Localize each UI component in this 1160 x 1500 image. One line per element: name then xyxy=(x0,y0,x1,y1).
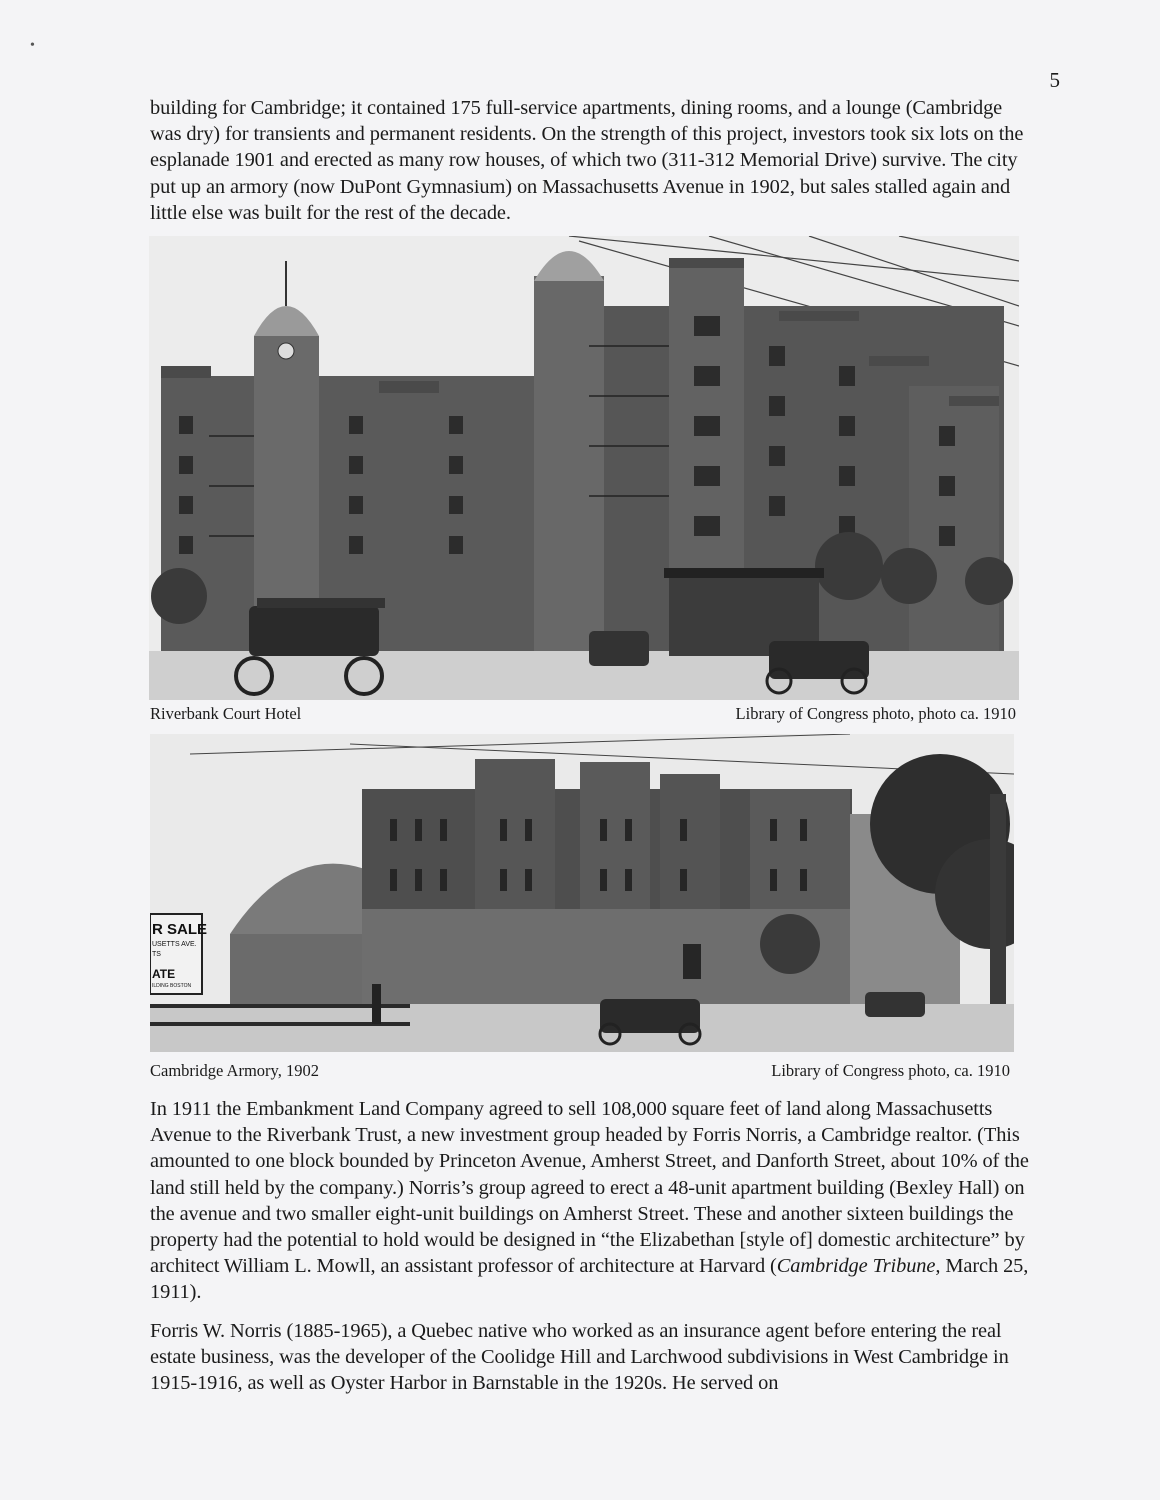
figure2-caption-title: Cambridge Armory, 1902 xyxy=(150,1061,319,1080)
sign-line-5: ILDING BOSTON xyxy=(152,983,192,989)
riverbank-court-hotel-photo xyxy=(149,236,1019,700)
cambridge-armory-photo xyxy=(150,734,1014,1052)
figure1-caption-credit: Library of Congress photo, photo ca. 1910 xyxy=(735,704,1016,723)
sign-line-3: TS xyxy=(152,951,161,958)
scan-speck: • xyxy=(30,38,35,53)
page-number: 5 xyxy=(1049,68,1060,92)
sign-line-4: ATE xyxy=(152,967,176,981)
sign-line-2: USETTS AVE. xyxy=(152,941,197,948)
sign-line-1: R SALE xyxy=(152,921,208,938)
figure1-caption-title: Riverbank Court Hotel xyxy=(150,704,302,723)
paragraph-forris-norris: Forris W. Norris (1885-1965), a Quebec native who worked as an insurance agent before entering the real estate business, was the developer of the Coolidge Hill and Larchwood subdivisions in West Cambridge in 1915-1916, as well as Oyster Harbor in Barnstable in the 1920s. He served on xyxy=(150,1320,1009,1395)
paragraph-embankment-land-company xyxy=(150,1096,1030,1306)
figure2-caption-credit: Library of Congress photo, ca. 1910 xyxy=(771,1061,1010,1080)
paragraph2-citation-end: March 25, 1911). xyxy=(150,1255,1029,1304)
paragraph-continued: building for Cambridge; it contained 175 full-service apartments, dining rooms, and a lounge (Cambridge was dry) for transients and permanent residents. On the strength of this project, investors took six lots on the esplanade 1901 and erected as many row houses, of which two (311-312 Memorial Drive) survive. The city put up an armory (now DuPont Gymnasium) on Massachusetts Avenue in 1902, but sales stalled again and little else was built for the rest of the decade. xyxy=(150,97,1024,224)
newspaper-title: Cambridge Tribune, xyxy=(776,1255,941,1278)
paragraph2-text: In 1911 the Embankment Land Company agreed to sell 108,000 square feet of land along Massachusetts Avenue to the Riverbank Trust, a new investment group headed by Forris Norris, a Cambridge realtor. (This amounted to one block bounded by Princeton Avenue, Amherst Street, and Danforth Street, about 10% of the land still held by the company.) Norris’s group agreed to erect a 48-unit apartment building (Bexley Hall) on the avenue and two smaller eight-unit buildings on Amherst Street. These and another sixteen buildings the property had the potential to hold would be designed in “the Elizabethan [style of] domestic architecture” by architect William L. Mowll, an assistant professor of architecture at Harvard ( xyxy=(150,1098,1029,1278)
